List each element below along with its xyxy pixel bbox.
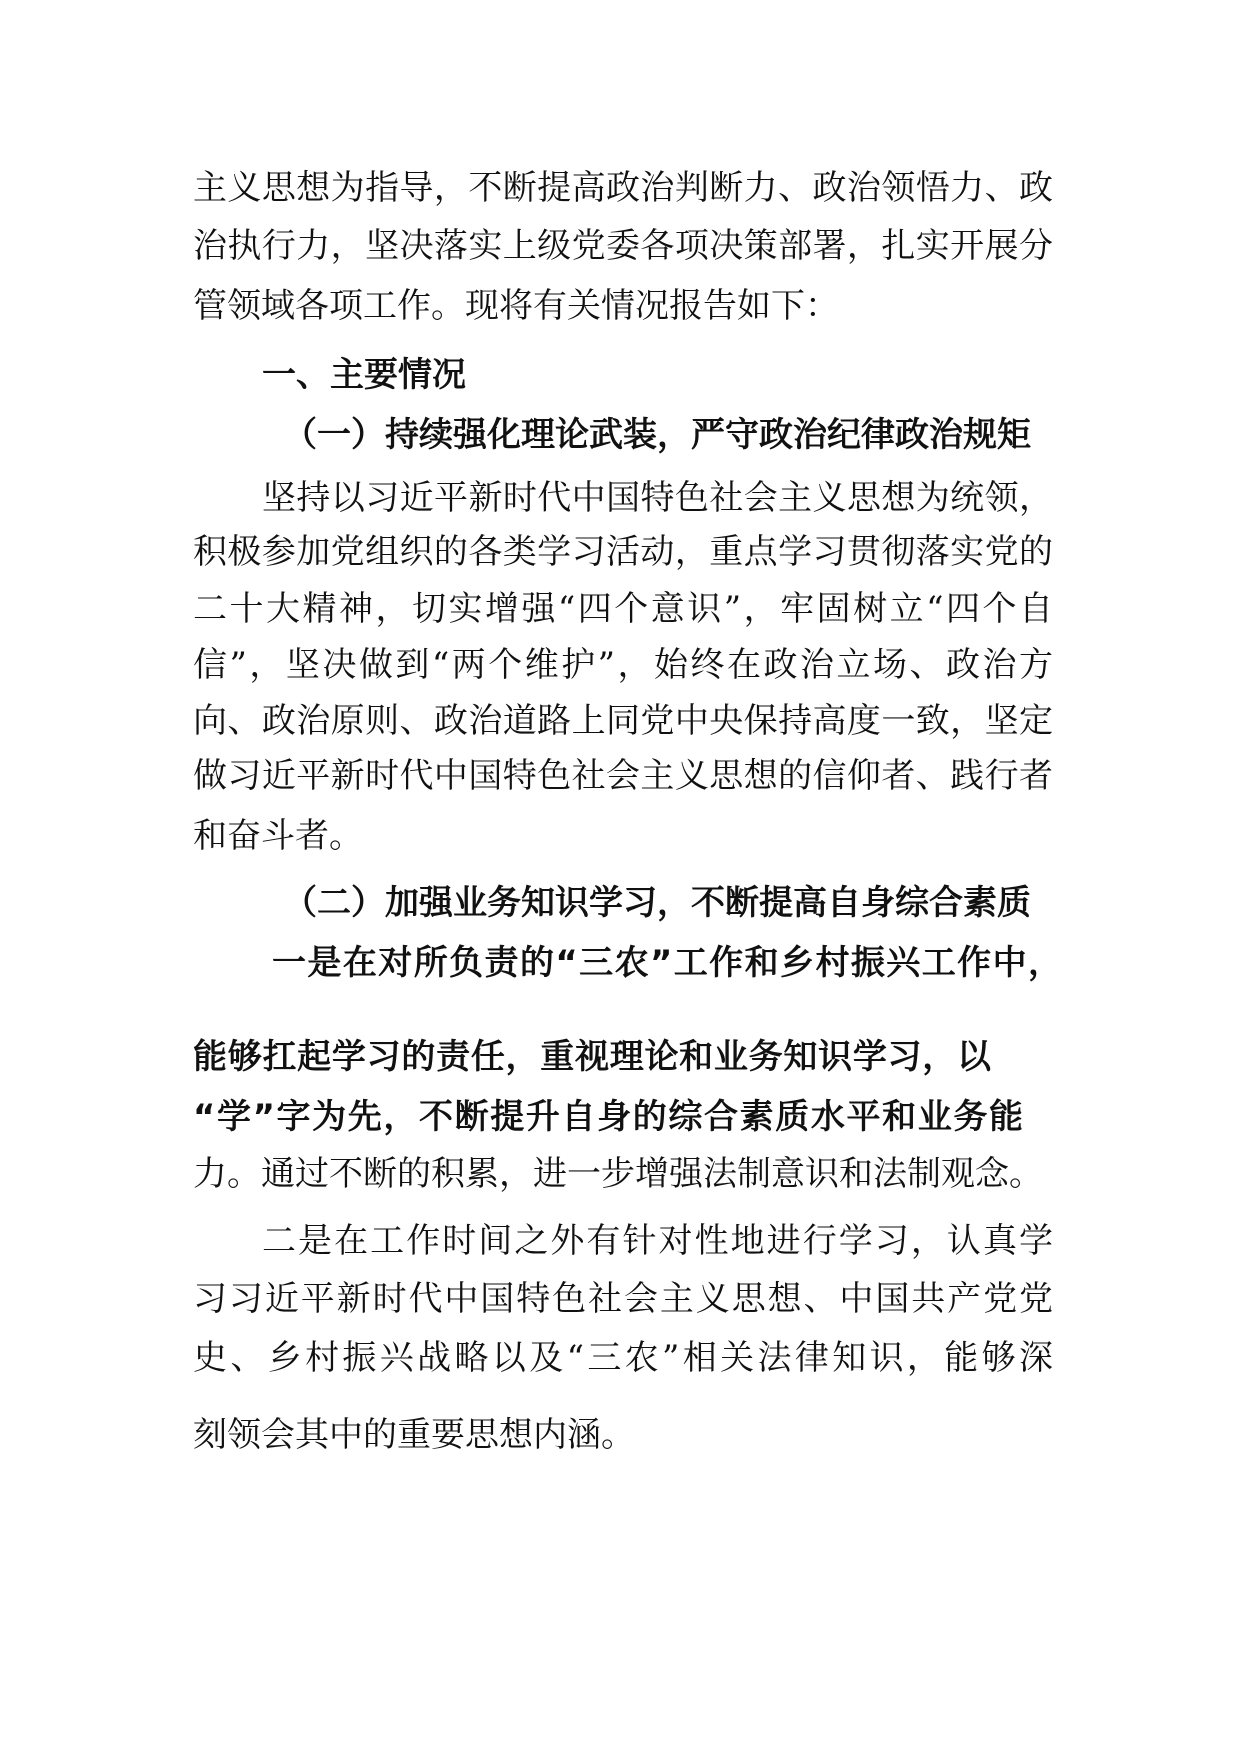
sub1-line-3: 二十大精神，切实增强“四个意识”，牢固树立“四个自 [193,589,1053,629]
sub1-line-6: 做习近平新时代中国特色社会主义思想的信仰者、践行者 [193,756,1053,796]
sub2-para2-line-2: 习习近平新时代中国特色社会主义思想、中国共产党党 [193,1279,1053,1319]
intro-line-2: 治执行力，坚决落实上级党委各项决策部署，扎实开展分 [193,226,1053,266]
sub1-line-4: 信”，坚决做到“两个维护”，始终在政治立场、政治方 [193,645,1053,685]
sub2-bold-line-3: “学”字为先，不断提升自身的综合素质水平和业务能 [193,1097,1023,1137]
intro-line-1: 主义思想为指导，不断提高政治判断力、政治领悟力、政 [193,168,1053,208]
sub2-para2-line-1: 二是在工作时间之外有针对性地进行学习，认真学 [262,1221,1053,1261]
sub1-line-5: 向、政治原则、政治道路上同党中央保持高度一致，坚定 [193,701,1053,741]
intro-line-3: 管领域各项工作。现将有关情况报告如下： [193,286,839,326]
sub2-bold-line-2: 能够扛起学习的责任，重视理论和业务知识学习，以 [193,1037,991,1077]
subsection-heading-1: （一）持续强化理论武装，严守政治纪律政治规矩 [283,415,1031,455]
sub2-para2-line-4: 刻领会其中的重要思想内涵。 [193,1415,635,1455]
sub1-line-1: 坚持以习近平新时代中国特色社会主义思想为统领， [262,478,1053,518]
section-heading-main-situation: 一、主要情况 [262,355,466,395]
sub2-line-after-bold: 力。通过不断的积累，进一步增强法制意识和法制观念。 [193,1154,1043,1194]
sub1-line-2: 积极参加党组织的各类学习活动，重点学习贯彻落实党的 [193,532,1053,572]
sub2-para2-line-3: 史、乡村振兴战略以及“三农”相关法律知识，能够深 [193,1338,1053,1378]
sub1-line-7: 和奋斗者。 [193,816,363,856]
sub2-bold-line-1: 一是在对所负责的“三农”工作和乡村振兴工作中， [272,943,1062,983]
subsection-heading-2: （二）加强业务知识学习，不断提高自身综合素质 [283,883,1031,923]
